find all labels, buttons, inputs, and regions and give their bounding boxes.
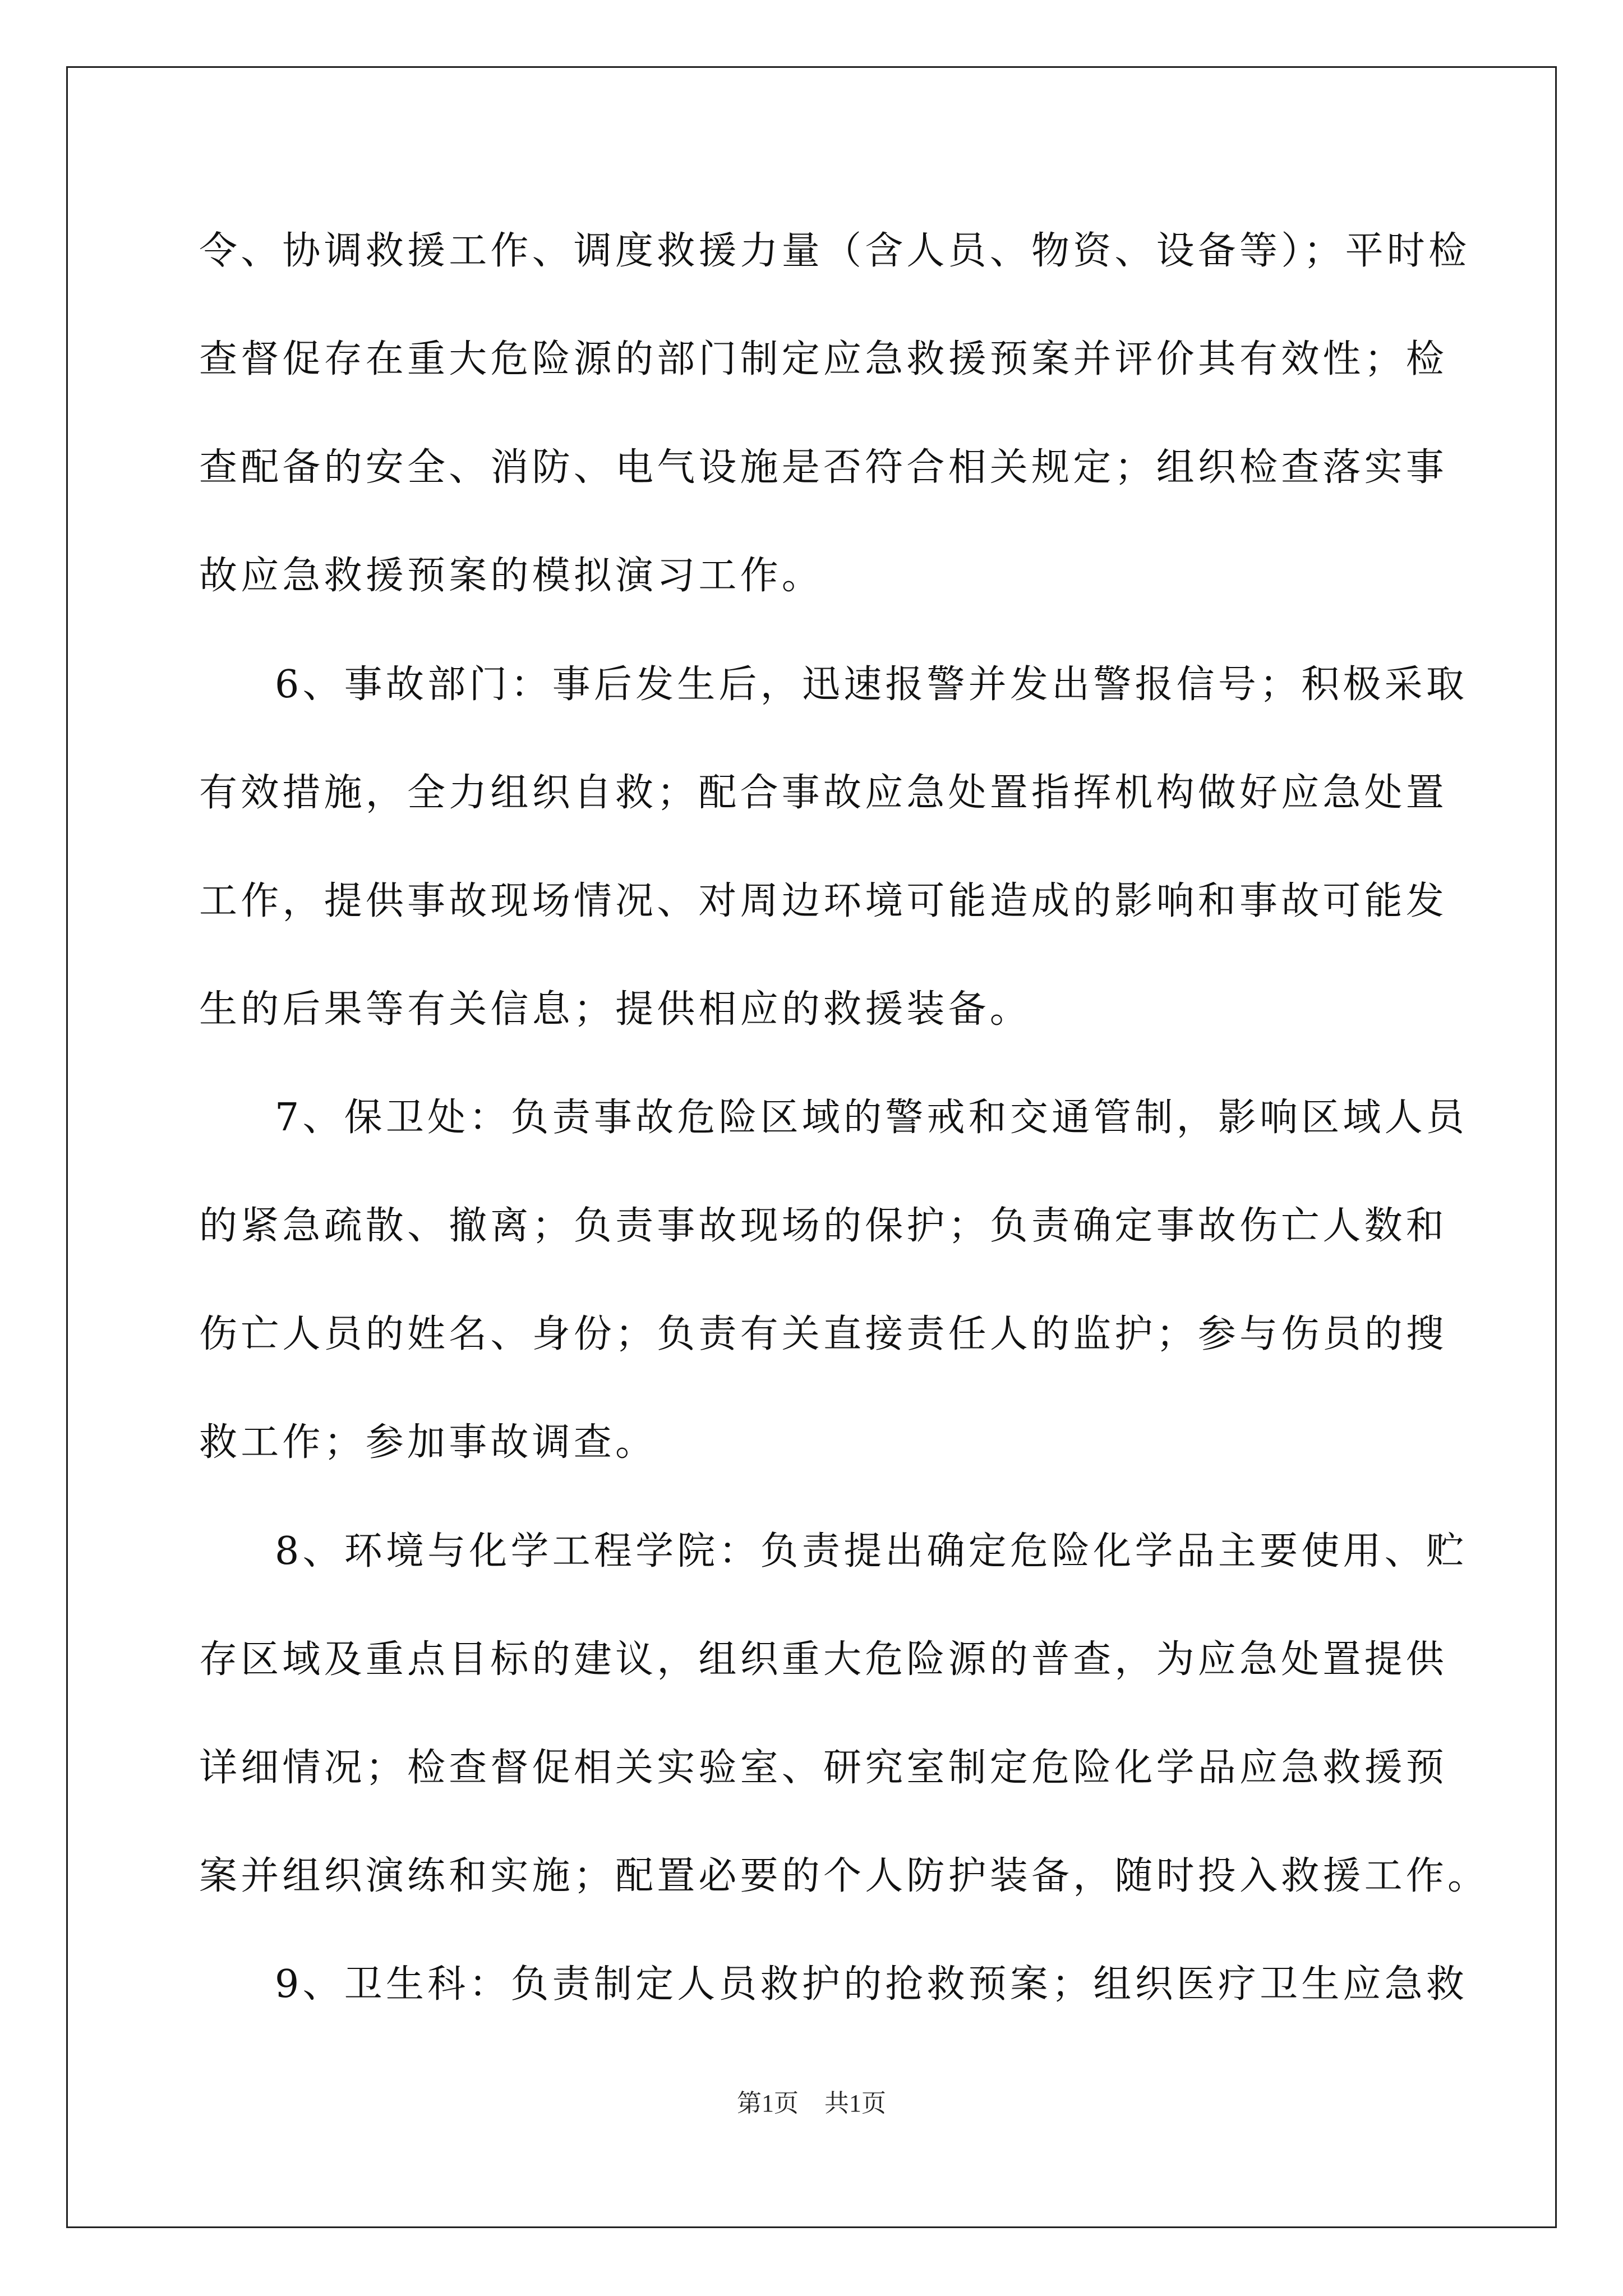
text-line: 工作，提供事故现场情况、对周边环境可能造成的影响和事故可能发	[199, 879, 1448, 923]
page-number: 第1页	[737, 2090, 799, 2117]
text-line: 查配备的安全、消防、电气设施是否符合相关规定；组织检查落实事	[199, 445, 1448, 490]
paragraph-start-line: 8、环境与化学工程学院：负责提出确定危险化学品主要使用、贮	[275, 1529, 1468, 1573]
page-total: 共1页	[824, 2090, 886, 2117]
text-line: 详细情况；检查督促相关实验室、研究室制定危险化学品应急救援预	[199, 1746, 1448, 1790]
text-line: 伤亡人员的姓名、身份；负责有关直接责任人的监护；参与伤员的搜	[199, 1312, 1448, 1356]
text-line: 查督促存在重大危险源的部门制定应急救援预案并评价其有效性；检	[199, 337, 1448, 381]
page-border	[66, 66, 1557, 2228]
paragraph-start-line: 7、保卫处：负责事故危险区域的警戒和交通管制，影响区域人员	[275, 1096, 1468, 1140]
text-line: 案并组织演练和实施；配置必要的个人防护装备，随时投入救援工作。	[199, 1854, 1490, 1898]
page-footer	[0, 2088, 1623, 2119]
text-line: 救工作；参加事故调查。	[199, 1420, 657, 1465]
paragraph-start-line: 6、事故部门：事后发生后，迅速报警并发出警报信号；积极采取	[275, 662, 1468, 707]
paragraph-start-line: 9、卫生科：负责制定人员救护的抢救预案；组织医疗卫生应急救	[275, 1962, 1468, 2007]
text-line: 存区域及重点目标的建议，组织重大危险源的普查，为应急处置提供	[199, 1637, 1448, 1682]
text-line: 有效措施，全力组织自救；配合事故应急处置指挥机构做好应急处置	[199, 771, 1448, 815]
text-line: 生的后果等有关信息；提供相应的救援装备。	[199, 987, 1032, 1032]
text-line: 故应急救援预案的模拟演习工作。	[199, 554, 824, 598]
text-line: 令、协调救援工作、调度救援力量（含人员、物资、设备等）；平时检	[199, 229, 1470, 273]
text-line: 的紧急疏散、撤离；负责事故现场的保护；负责确定事故伤亡人数和	[199, 1204, 1448, 1248]
